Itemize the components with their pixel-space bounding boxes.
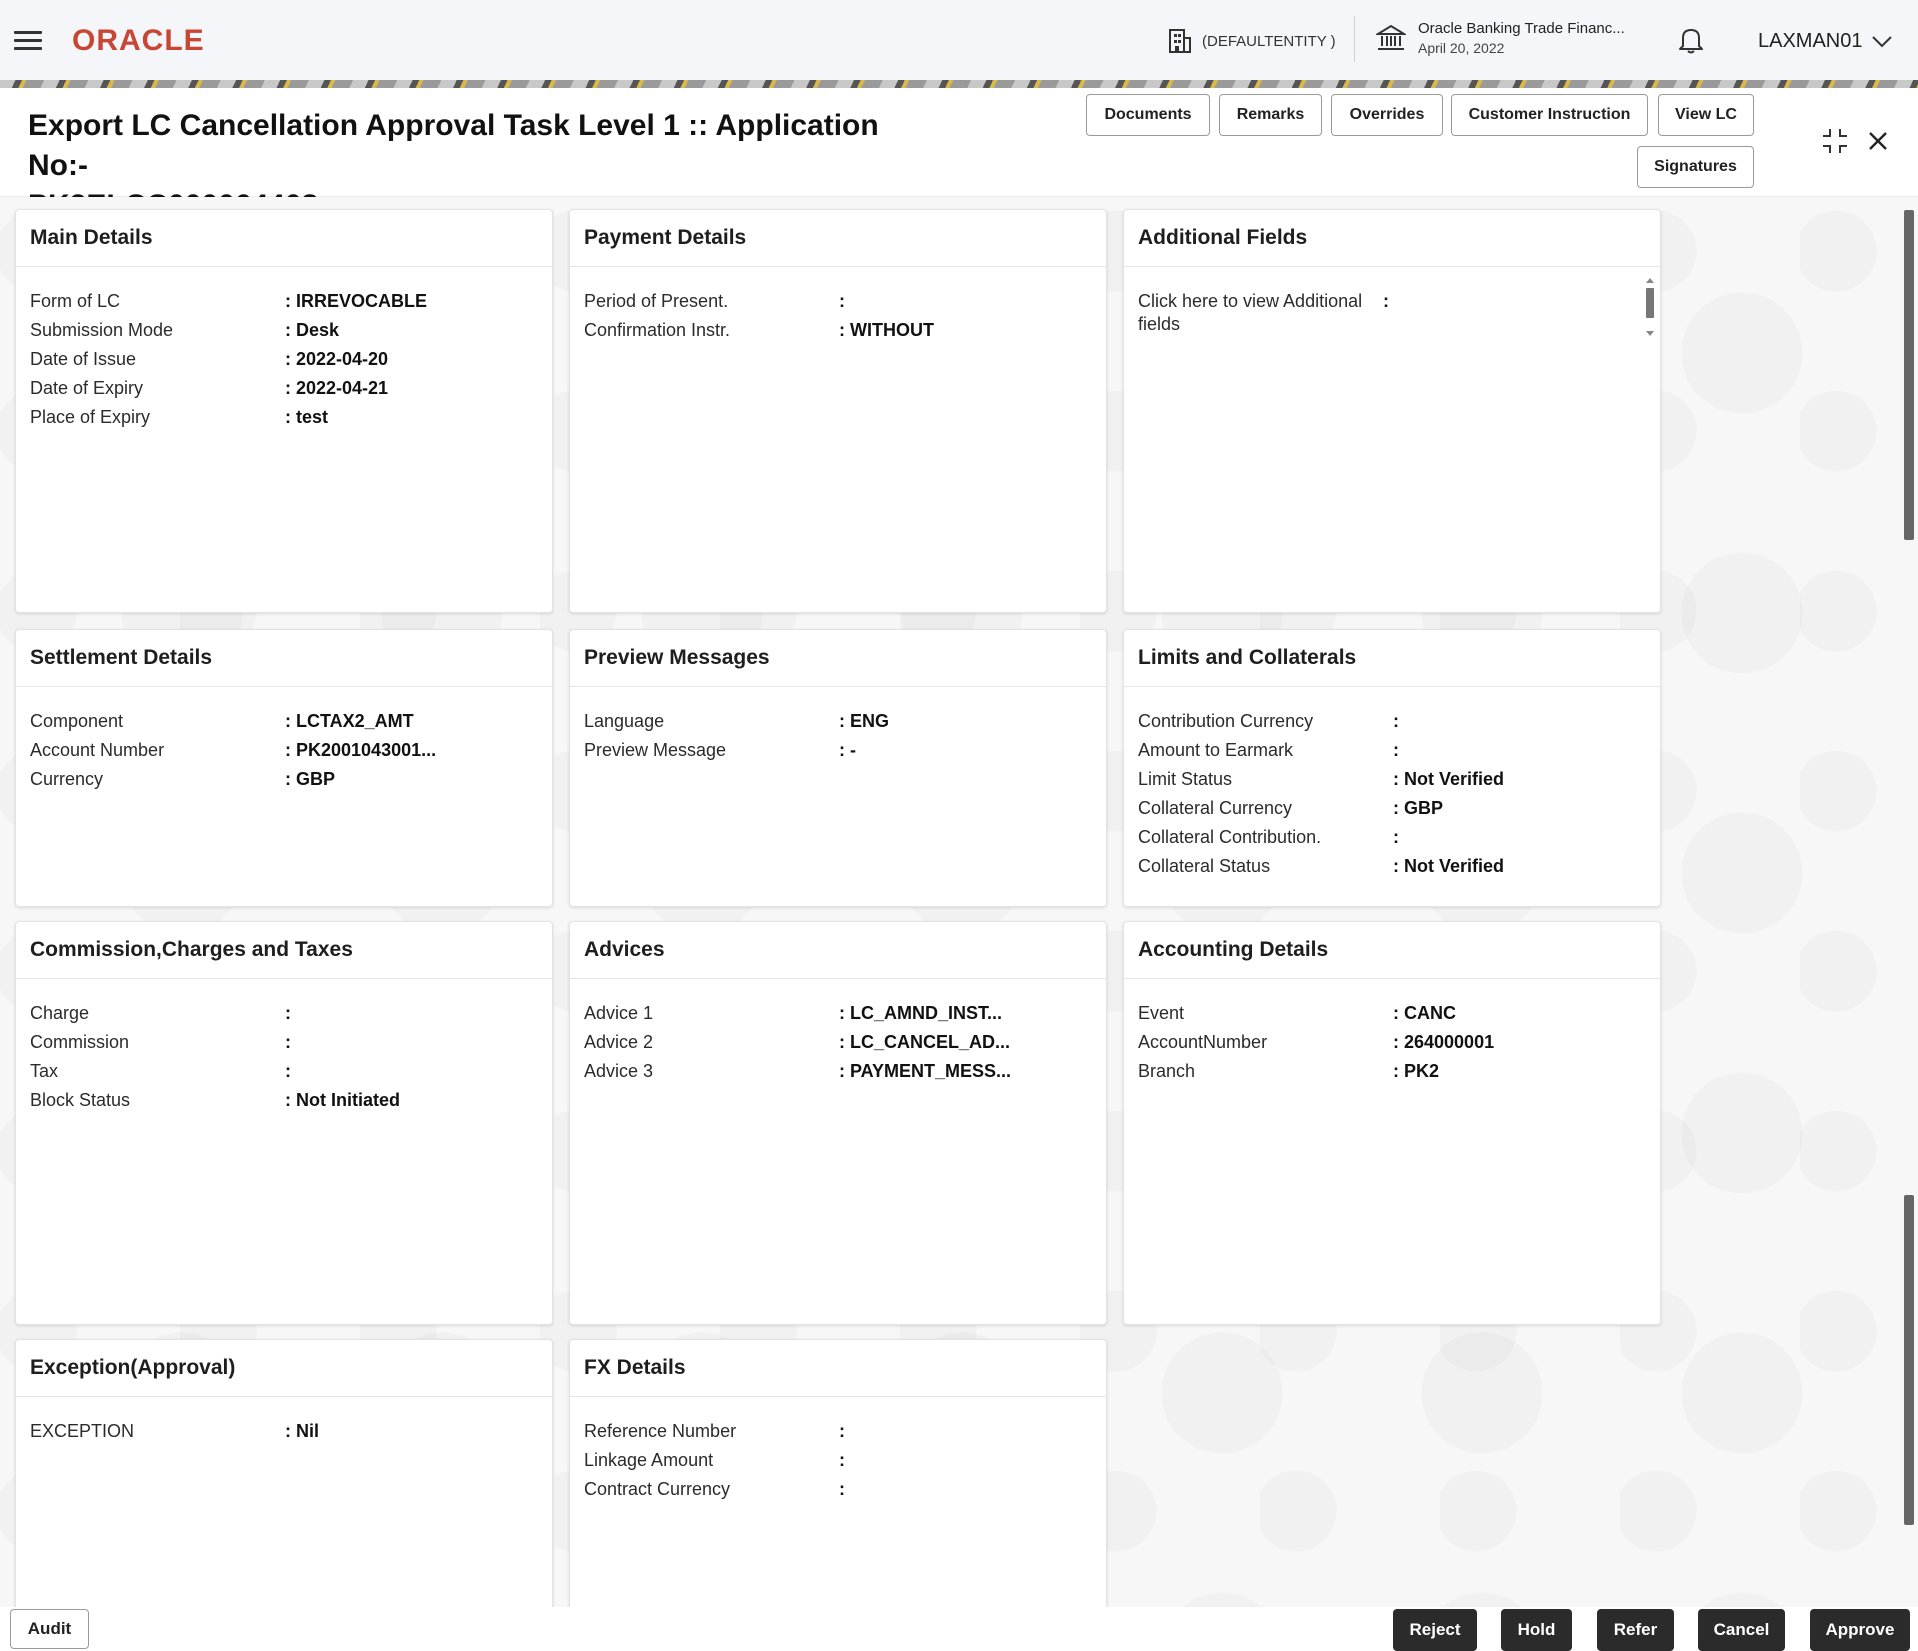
documents-button[interactable]: Documents bbox=[1086, 94, 1210, 136]
field-label: Block Status bbox=[30, 1090, 131, 1110]
field-label: Reference Number bbox=[584, 1421, 737, 1441]
field-value: : Not Verified bbox=[1393, 856, 1505, 876]
card-title: Settlement Details bbox=[16, 630, 552, 687]
field-value: : bbox=[1393, 740, 1399, 760]
field-row bbox=[30, 403, 538, 432]
minimize-icon[interactable] bbox=[1819, 125, 1851, 157]
card-title: FX Details bbox=[570, 1340, 1106, 1397]
field-label: Account Number bbox=[30, 740, 165, 760]
field-value: : - bbox=[839, 740, 856, 760]
field-label: Period of Present. bbox=[584, 291, 729, 311]
field-label: Event bbox=[1138, 1003, 1185, 1023]
field-row bbox=[30, 345, 538, 374]
entity-label: (DEFAULTENTITY ) bbox=[1202, 32, 1336, 50]
field-value: : 2022-04-21 bbox=[285, 378, 389, 398]
field-value: : bbox=[839, 1421, 845, 1441]
advices-card bbox=[569, 921, 1107, 1325]
field-label: Currency bbox=[30, 769, 104, 789]
card-title: Limits and Collaterals bbox=[1124, 630, 1660, 687]
field-label: Amount to Earmark bbox=[1138, 740, 1294, 760]
field-value: : LCTAX2_AMT bbox=[285, 711, 414, 731]
card-title: Advices bbox=[570, 922, 1106, 979]
additional-fields-card bbox=[1123, 209, 1661, 613]
field-value: : PK2 bbox=[1393, 1061, 1440, 1081]
field-label: Confirmation Instr. bbox=[584, 320, 731, 340]
commission-charges-taxes-card bbox=[15, 921, 553, 1325]
field-row bbox=[30, 1417, 538, 1446]
field-label: Collateral Contribution. bbox=[1138, 827, 1322, 847]
field-label: EXCEPTION bbox=[30, 1421, 135, 1441]
field-value: : bbox=[839, 1450, 845, 1470]
page-title-line1: Export LC Cancellation Approval Task Level 1 :: Application No:- bbox=[28, 109, 879, 182]
field-row bbox=[30, 1057, 538, 1086]
field-row bbox=[30, 1028, 538, 1057]
page-scrollbar[interactable] bbox=[1904, 200, 1914, 1600]
field-row bbox=[1138, 852, 1646, 881]
field-row bbox=[1138, 999, 1646, 1028]
field-row bbox=[30, 736, 538, 765]
field-label: Language bbox=[584, 711, 665, 731]
field-row bbox=[30, 999, 538, 1028]
field-value: : CANC bbox=[1393, 1003, 1456, 1023]
field-row bbox=[584, 1057, 1092, 1086]
field-value: : GBP bbox=[285, 769, 336, 789]
field-row bbox=[1138, 823, 1646, 852]
field-label: Collateral Status bbox=[1138, 856, 1271, 876]
field-value: : IRREVOCABLE bbox=[285, 291, 428, 311]
field-value: : LC_CANCEL_AD... bbox=[839, 1032, 1011, 1052]
field-label: Date of Expiry bbox=[30, 378, 144, 398]
field-value: : PK2001043001... bbox=[285, 740, 437, 760]
field-label: Advice 2 bbox=[584, 1032, 654, 1052]
field-row bbox=[584, 316, 1092, 345]
field-row bbox=[1138, 707, 1646, 736]
field-row bbox=[1138, 794, 1646, 823]
field-value: : bbox=[839, 1479, 845, 1499]
card-title: Additional Fields bbox=[1124, 210, 1660, 267]
field-label: Submission Mode bbox=[30, 320, 174, 340]
entity-selector[interactable] bbox=[1168, 28, 1336, 54]
field-value: : bbox=[839, 291, 845, 311]
field-row bbox=[30, 707, 538, 736]
card-title: Commission,Charges and Taxes bbox=[16, 922, 552, 979]
field-row bbox=[584, 707, 1092, 736]
field-row bbox=[584, 1446, 1092, 1475]
field-row bbox=[584, 1028, 1092, 1057]
card-title: Exception(Approval) bbox=[16, 1340, 552, 1397]
field-value: : Nil bbox=[285, 1421, 319, 1441]
field-value: : 2022-04-20 bbox=[285, 349, 389, 369]
field-value: : 264000001 bbox=[1393, 1032, 1495, 1052]
field-value: : Desk bbox=[285, 320, 340, 340]
field-row bbox=[584, 1475, 1092, 1504]
field-value: : GBP bbox=[1393, 798, 1444, 818]
header-divider bbox=[1354, 16, 1355, 62]
field-label: Place of Expiry bbox=[30, 407, 151, 427]
payment-details-card bbox=[569, 209, 1107, 613]
field-row bbox=[584, 1417, 1092, 1446]
field-value: : bbox=[285, 1032, 291, 1052]
building-icon bbox=[1168, 28, 1192, 54]
bank-name: Oracle Banking Trade Financ... bbox=[1418, 20, 1625, 37]
field-value: : Not Verified bbox=[1393, 769, 1505, 789]
field-label: AccountNumber bbox=[1138, 1032, 1268, 1052]
bank-date: April 20, 2022 bbox=[1418, 40, 1505, 56]
app-header bbox=[0, 0, 1918, 81]
settlement-details-card bbox=[15, 629, 553, 907]
exception-approval-card bbox=[15, 1339, 553, 1607]
field-label: Date of Issue bbox=[30, 349, 137, 369]
refer-button[interactable]: Refer bbox=[1597, 1609, 1674, 1651]
fx-details-card bbox=[569, 1339, 1107, 1607]
field-value: : bbox=[285, 1003, 291, 1023]
close-icon[interactable] bbox=[1862, 125, 1894, 157]
field-value: : bbox=[1393, 827, 1399, 847]
audit-button[interactable]: Audit bbox=[10, 1609, 89, 1649]
field-label: Contract Currency bbox=[584, 1479, 731, 1499]
card-title: Main Details bbox=[16, 210, 552, 267]
field-value: : bbox=[285, 1061, 291, 1081]
user-name: LAXMAN01 bbox=[1758, 30, 1863, 52]
remarks-button[interactable]: Remarks bbox=[1219, 94, 1322, 136]
card-title: Preview Messages bbox=[570, 630, 1106, 687]
card-scrollbar[interactable] bbox=[1644, 276, 1656, 338]
field-label: Advice 3 bbox=[584, 1061, 654, 1081]
field-row bbox=[584, 287, 1092, 316]
field-label: Branch bbox=[1138, 1061, 1196, 1081]
notification-bell-icon[interactable] bbox=[1678, 26, 1704, 54]
reject-button[interactable]: Reject bbox=[1393, 1609, 1477, 1651]
cancel-button[interactable]: Cancel bbox=[1698, 1609, 1785, 1651]
field-value: : bbox=[1383, 291, 1389, 311]
limits-collaterals-card bbox=[1123, 629, 1661, 907]
field-value: : bbox=[1393, 711, 1399, 731]
field-row bbox=[1138, 736, 1646, 765]
field-label: Component bbox=[30, 711, 124, 731]
additional-fields-link-row[interactable] bbox=[1138, 287, 1646, 336]
customer-instruction-button[interactable]: Customer Instruction bbox=[1451, 94, 1648, 136]
field-row bbox=[30, 765, 538, 794]
preview-messages-card bbox=[569, 629, 1107, 907]
main-details-card bbox=[15, 209, 553, 613]
accounting-details-card bbox=[1123, 921, 1661, 1325]
content-area bbox=[0, 197, 1918, 1607]
branch-selector[interactable] bbox=[1376, 20, 1625, 56]
field-row bbox=[30, 1086, 538, 1115]
scrollbar-thumb[interactable] bbox=[1904, 1195, 1914, 1525]
field-label: Preview Message bbox=[584, 740, 727, 760]
card-title: Accounting Details bbox=[1124, 922, 1660, 979]
field-label: Limit Status bbox=[1138, 769, 1233, 789]
field-label: Collateral Currency bbox=[1138, 798, 1293, 818]
signatures-button[interactable]: Signatures bbox=[1637, 146, 1754, 188]
field-row bbox=[30, 316, 538, 345]
field-value: : Not Initiated bbox=[285, 1090, 400, 1110]
field-value: : ENG bbox=[839, 711, 890, 731]
field-row bbox=[1138, 1028, 1646, 1057]
hold-button[interactable]: Hold bbox=[1501, 1609, 1572, 1651]
additional-fields-link[interactable]: Click here to view Additional fields bbox=[1138, 291, 1363, 334]
field-label: Contribution Currency bbox=[1138, 711, 1314, 731]
user-menu[interactable] bbox=[1758, 30, 1893, 53]
card-title: Payment Details bbox=[570, 210, 1106, 267]
bank-icon bbox=[1376, 24, 1406, 52]
field-row bbox=[1138, 1057, 1646, 1086]
hamburger-menu-icon[interactable] bbox=[14, 31, 42, 49]
field-row bbox=[30, 374, 538, 403]
field-value: : WITHOUT bbox=[839, 320, 934, 340]
field-row bbox=[584, 736, 1092, 765]
field-row bbox=[1138, 765, 1646, 794]
field-label: Commission bbox=[30, 1032, 130, 1052]
task-titlebar bbox=[0, 88, 1918, 197]
decorative-banner bbox=[0, 80, 1918, 88]
oracle-logo: ORACLE bbox=[72, 24, 205, 57]
overrides-button[interactable]: Overrides bbox=[1331, 94, 1443, 136]
field-label: Tax bbox=[30, 1061, 59, 1081]
field-label: Advice 1 bbox=[584, 1003, 654, 1023]
field-label: Form of LC bbox=[30, 291, 121, 311]
approve-button[interactable]: Approve bbox=[1810, 1609, 1910, 1651]
field-row bbox=[30, 287, 538, 316]
field-row bbox=[584, 999, 1092, 1028]
field-value: : test bbox=[285, 407, 329, 427]
field-value: : PAYMENT_MESS... bbox=[839, 1061, 1012, 1081]
field-label: Charge bbox=[30, 1003, 90, 1023]
field-value: : LC_AMND_INST... bbox=[839, 1003, 1003, 1023]
view-lc-button[interactable]: View LC bbox=[1658, 94, 1754, 136]
chevron-down-icon bbox=[1871, 35, 1893, 49]
field-label: Linkage Amount bbox=[584, 1450, 714, 1470]
scrollbar-thumb[interactable] bbox=[1904, 210, 1914, 540]
